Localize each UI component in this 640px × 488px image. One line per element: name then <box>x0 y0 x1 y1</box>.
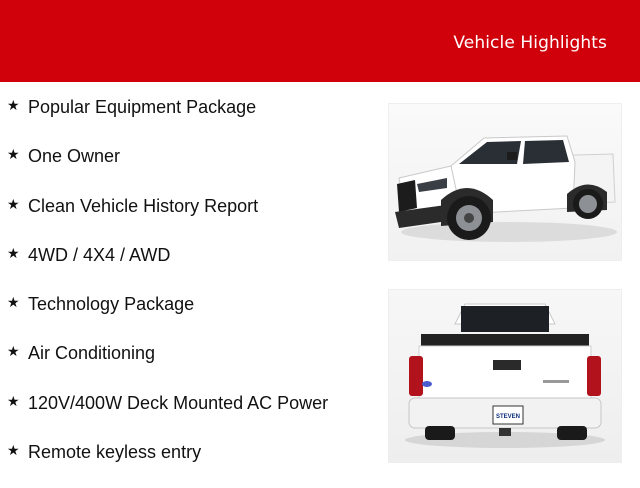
feature-label: Air Conditioning <box>28 343 156 364</box>
list-item <box>7 242 328 291</box>
list-item <box>7 340 328 389</box>
page-title: Vehicle Highlights <box>453 33 607 53</box>
list-item <box>7 143 328 192</box>
vehicle-photo-front[interactable] <box>388 103 622 261</box>
star-icon: ★ <box>7 146 20 163</box>
star-icon: ★ <box>7 97 20 113</box>
star-icon: ★ <box>7 294 20 311</box>
feature-list <box>7 94 328 488</box>
header-banner <box>0 0 640 82</box>
list-item <box>7 94 328 143</box>
feature-label: Popular Equipment Package <box>28 97 257 117</box>
list-item <box>7 390 328 439</box>
star-icon: ★ <box>7 442 20 459</box>
feature-label: Clean Vehicle History Report <box>28 195 259 216</box>
truck-front-illustration <box>389 104 621 260</box>
feature-label: Technology Package <box>28 294 195 315</box>
feature-label: One Owner <box>28 146 121 167</box>
star-icon: ★ <box>7 392 20 409</box>
feature-label: 4WD / 4X4 / AWD <box>28 244 171 265</box>
plate-text: STEVEN <box>495 414 521 420</box>
feature-label: 120V/400W Deck Mounted AC Power <box>28 392 329 413</box>
list-item <box>7 291 328 340</box>
star-icon: ★ <box>7 244 20 261</box>
vehicle-photo-rear[interactable] <box>388 289 622 463</box>
feature-label: Remote keyless entry <box>28 442 202 463</box>
list-item <box>7 193 328 242</box>
list-item <box>7 439 328 488</box>
truck-rear-illustration <box>389 290 621 462</box>
star-icon: ★ <box>7 343 20 360</box>
star-icon: ★ <box>7 195 20 212</box>
